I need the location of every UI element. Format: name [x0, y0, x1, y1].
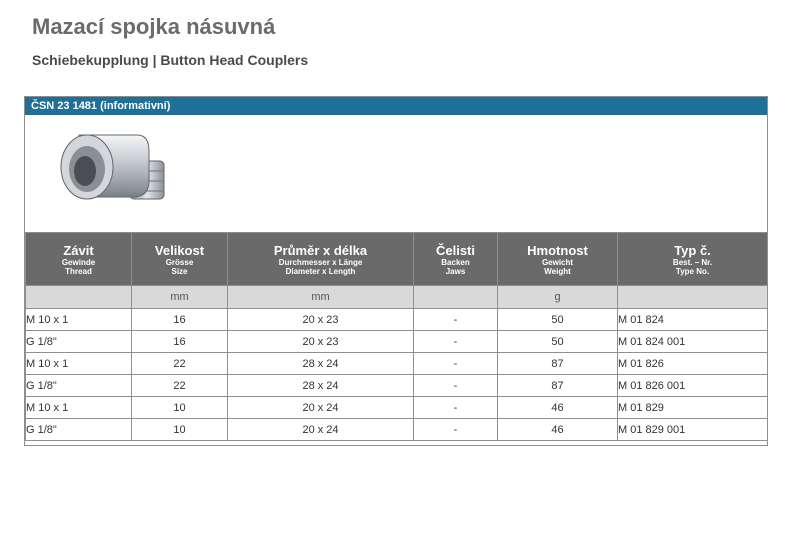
cell-dimensions: 20 x 24 [228, 419, 414, 441]
cell-thread: G 1/8" [26, 419, 132, 441]
cell-weight: 87 [498, 353, 618, 375]
cell-dimensions: 20 x 23 [228, 309, 414, 331]
cell-jaws: - [414, 353, 498, 375]
table-row [26, 397, 768, 419]
cell-weight: 50 [498, 331, 618, 353]
unit-cell [26, 286, 132, 309]
cell-weight: 87 [498, 375, 618, 397]
cell-jaws: - [414, 397, 498, 419]
cell-weight: 50 [498, 309, 618, 331]
cell-jaws: - [414, 331, 498, 353]
cell-dimensions: 28 x 24 [228, 353, 414, 375]
unit-row [26, 286, 768, 309]
cell-thread: G 1/8" [26, 331, 132, 353]
cell-type: M 01 824 001 [618, 331, 768, 353]
cell-size: 22 [132, 353, 228, 375]
unit-cell [618, 286, 768, 309]
coupler-image [45, 123, 195, 223]
cell-type: M 01 826 001 [618, 375, 768, 397]
page-subtitle: Schiebekupplung | Button Head Couplers [32, 52, 309, 68]
product-panel [24, 96, 768, 446]
table-row [26, 309, 768, 331]
cell-size: 16 [132, 309, 228, 331]
table-header-row [26, 233, 768, 286]
cell-weight: 46 [498, 419, 618, 441]
cell-weight: 46 [498, 397, 618, 419]
cell-type: M 01 824 [618, 309, 768, 331]
unit-cell: g [498, 286, 618, 309]
cell-dimensions: 20 x 24 [228, 397, 414, 419]
column-header-thread: Závit Gewinde Thread [26, 233, 132, 286]
unit-cell [414, 286, 498, 309]
table-row [26, 419, 768, 441]
cell-thread: M 10 x 1 [26, 353, 132, 375]
cell-thread: G 1/8" [26, 375, 132, 397]
cell-type: M 01 829 001 [618, 419, 768, 441]
cell-dimensions: 20 x 23 [228, 331, 414, 353]
cell-size: 10 [132, 419, 228, 441]
cell-type: M 01 826 [618, 353, 768, 375]
standard-label: ČSN 23 1481 (informativní) [25, 97, 767, 115]
unit-cell: mm [132, 286, 228, 309]
cell-jaws: - [414, 419, 498, 441]
column-header-type: Typ č. Best. – Nr. Type No. [618, 233, 768, 286]
column-header-weight: Hmotnost Gewicht Weight [498, 233, 618, 286]
cell-size: 22 [132, 375, 228, 397]
cell-thread: M 10 x 1 [26, 397, 132, 419]
cell-jaws: - [414, 375, 498, 397]
page-title: Mazací spojka násuvná [32, 14, 276, 39]
cell-type: M 01 829 [618, 397, 768, 419]
cell-thread: M 10 x 1 [26, 309, 132, 331]
column-header-dimensions: Průměr x délka Durchmesser x Länge Diameter x Length [228, 233, 414, 286]
cell-dimensions: 28 x 24 [228, 375, 414, 397]
specs-table [25, 232, 768, 441]
table-row [26, 331, 768, 353]
table-row [26, 353, 768, 375]
cell-jaws: - [414, 309, 498, 331]
unit-cell: mm [228, 286, 414, 309]
column-header-size: Velikost Grösse Size [132, 233, 228, 286]
table-row [26, 375, 768, 397]
cell-size: 10 [132, 397, 228, 419]
column-header-jaws: Čelisti Backen Jaws [414, 233, 498, 286]
cell-size: 16 [132, 331, 228, 353]
